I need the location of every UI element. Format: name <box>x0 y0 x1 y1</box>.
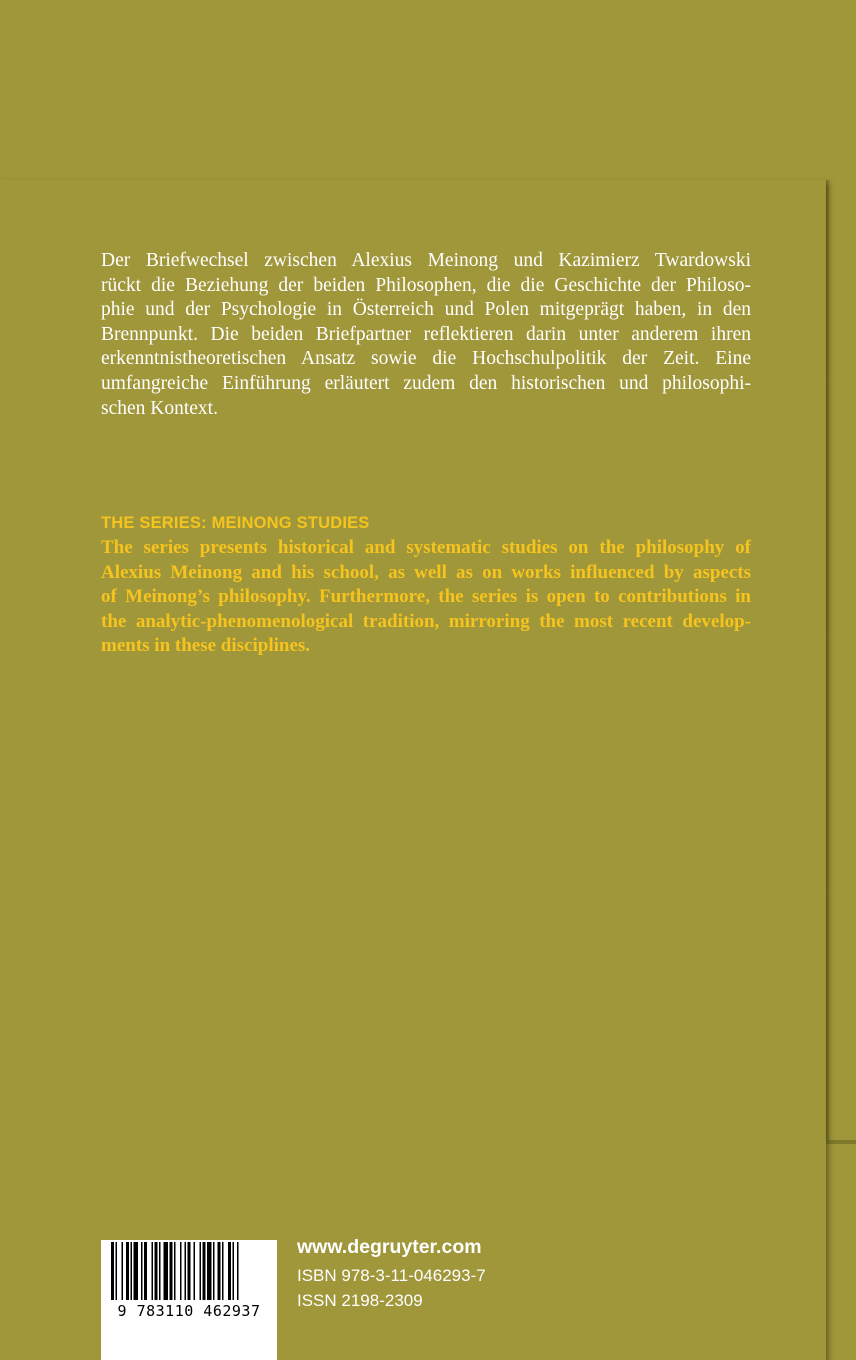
barcode-bar <box>159 1242 161 1300</box>
barcode-bar <box>207 1242 212 1300</box>
issn-number: ISSN 2198-2309 <box>297 1291 423 1310</box>
barcode-bar <box>116 1242 118 1300</box>
barcode-bar <box>237 1242 239 1300</box>
barcode-bar <box>131 1242 133 1300</box>
barcode-bar <box>141 1242 143 1300</box>
series-line: the analytic-phenomenological tradition, mirroring the most recent develop- <box>101 610 751 632</box>
description-line: Brennpunkt. Die beiden Briefpartner reflektieren darin unter anderem ihren <box>101 323 751 345</box>
barcode-bar <box>188 1242 191 1300</box>
barcode-bar <box>155 1242 158 1300</box>
description-line: erkenntnistheoretischen Ansatz sowie die Hochschulpolitik der Zeit. Eine <box>101 348 751 370</box>
barcode-bar <box>180 1242 182 1300</box>
barcode-bar <box>213 1242 215 1300</box>
publisher-url[interactable]: www.degruyter.com <box>297 1236 482 1258</box>
panel-edge <box>826 1140 856 1144</box>
barcode-bars <box>101 1240 277 1360</box>
series-line: The series presents historical and systematic studies on the philosophy of <box>101 537 751 558</box>
barcode-bar <box>200 1242 202 1300</box>
description-line: umfangreiche Einführung erläutert zudem den historischen und philosophi- <box>101 372 751 394</box>
isbn-number: ISBN 978-3-11-046293-7 <box>297 1266 486 1285</box>
barcode-bar <box>233 1242 235 1300</box>
barcode-bar <box>203 1242 206 1300</box>
barcode-bar <box>174 1242 176 1300</box>
barcode-bar <box>185 1242 187 1300</box>
barcode-bar <box>122 1242 124 1300</box>
barcode-bar <box>126 1242 129 1300</box>
series-heading: THE SERIES: MEINONG STUDIES <box>101 514 370 532</box>
barcode-bar <box>134 1242 139 1300</box>
barcode-bar <box>194 1242 196 1300</box>
barcode-bar <box>218 1242 221 1300</box>
barcode-bar <box>111 1242 114 1300</box>
description-line: phie und der Psychologie in Österreich und Polen mitgeprägt haben, in den <box>101 299 751 321</box>
barcode-digits: 9 783110 462937 <box>117 1302 261 1320</box>
barcode-bar <box>164 1242 169 1300</box>
series-line: Alexius Meinong and his school, as well as on works influenced by aspects <box>101 561 751 583</box>
description-line: Der Briefwechsel zwischen Alexius Meinong und Kazimierz Twardowski <box>101 250 751 271</box>
barcode-bar <box>170 1242 173 1300</box>
barcode <box>101 1240 277 1360</box>
description-text <box>101 249 751 421</box>
barcode-bar <box>144 1242 147 1300</box>
barcode-bar <box>152 1242 154 1300</box>
description-line: schen Kontext. <box>101 397 218 419</box>
series-text <box>101 536 751 659</box>
series-line: ments in these disciplines. <box>101 635 311 657</box>
barcode-bar <box>222 1242 224 1300</box>
description-line: rückt die Beziehung der beiden Philosophen, die die Geschichte der Philoso- <box>101 274 751 296</box>
barcode-bar <box>228 1242 231 1300</box>
panel-shadow <box>826 180 830 1140</box>
publisher-info <box>297 1236 486 1313</box>
series-line: of Meinong’s philosophy. Furthermore, the series is open to contributions in <box>101 586 751 608</box>
